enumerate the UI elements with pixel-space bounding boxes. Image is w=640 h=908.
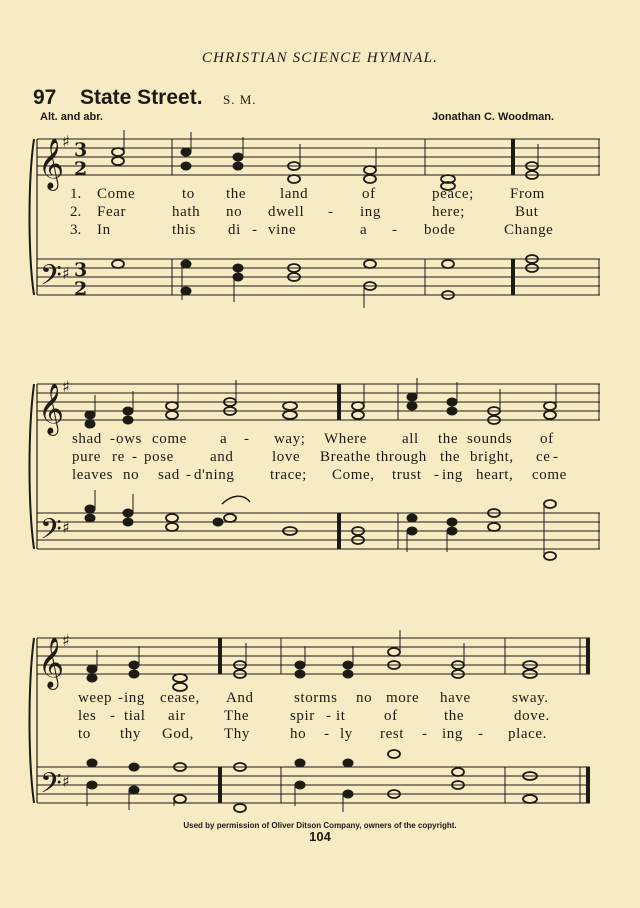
svg-text:♯: ♯	[62, 377, 70, 396]
lyric-word: God,	[162, 726, 194, 742]
lyric-word: ing	[442, 467, 463, 483]
verse-number-3: 3.	[70, 222, 82, 238]
svg-text:𝄞: 𝄞	[38, 383, 65, 434]
lyric-word: the	[440, 449, 461, 465]
lyric-word: hath	[172, 204, 201, 220]
lyric-word: -	[326, 708, 332, 724]
bass-clef-icon	[40, 767, 62, 807]
lyric-word: of	[540, 431, 554, 447]
lyric-word: ce	[536, 449, 551, 465]
lyric-word: trust	[392, 467, 422, 483]
lyric-word: -	[244, 431, 250, 447]
lyric-word: spir	[290, 708, 315, 724]
lyric-word: dwell	[268, 204, 305, 220]
copyright-credit: Used by permission of Oliver Ditson Company, owners of the copyright.	[183, 821, 457, 830]
svg-text:𝄢: 𝄢	[40, 767, 62, 807]
system-3-verse-2	[0, 708, 640, 726]
lyric-word: sounds	[467, 431, 513, 447]
lyric-word: trace;	[270, 467, 307, 483]
lyric-word: -	[392, 222, 398, 238]
lyric-word: Change	[504, 222, 554, 238]
lyric-word: and	[210, 449, 234, 465]
lyric-word: tial	[124, 708, 146, 724]
svg-text:𝄞: 𝄞	[38, 637, 65, 688]
lyric-word: way;	[274, 431, 306, 447]
lyric-word: ho	[290, 726, 307, 742]
lyric-word: -	[110, 431, 116, 447]
time-signature-top: 3	[74, 139, 88, 161]
lyric-word: di	[228, 222, 241, 238]
lyric-word: no	[226, 204, 243, 220]
lyric-word: -	[553, 449, 559, 465]
svg-text:♯: ♯	[62, 631, 70, 650]
svg-text:♯: ♯	[62, 518, 70, 537]
lyric-word: thy	[120, 726, 141, 742]
lyric-word: have	[440, 690, 471, 706]
lyric-word: -	[324, 726, 330, 742]
lyric-word: Come	[97, 186, 136, 202]
lyric-word: place.	[508, 726, 547, 742]
lyric-word: heart,	[476, 467, 514, 483]
lyric-word: -	[422, 726, 428, 742]
lyric-word: rest	[380, 726, 405, 742]
treble-staff	[37, 638, 590, 674]
verse-number-1: 1.	[70, 186, 82, 202]
lyric-word: Come,	[332, 467, 375, 483]
svg-text:♯: ♯	[62, 132, 70, 151]
lyric-word: a	[360, 222, 368, 238]
lyric-word: -	[478, 726, 484, 742]
lyric-word: come	[532, 467, 567, 483]
lyric-word: it	[336, 708, 346, 724]
lyric-word: pose	[144, 449, 174, 465]
lyric-word: From	[510, 186, 545, 202]
lyric-word: les	[78, 708, 97, 724]
lyric-word: land	[280, 186, 309, 202]
meter: S. M.	[223, 92, 257, 107]
tune-name: State Street.	[80, 86, 203, 109]
lyric-word: Where	[324, 431, 367, 447]
lyric-word: -	[252, 222, 258, 238]
hymn-number: 97	[33, 86, 57, 109]
composer: Jonathan C. Woodman.	[432, 111, 555, 123]
lyric-word: cease,	[160, 690, 200, 706]
lyric-word: to	[78, 726, 91, 742]
lyric-word: love	[272, 449, 301, 465]
lyric-word: dove.	[514, 708, 550, 724]
bass-staff	[37, 767, 590, 803]
svg-text:𝄞: 𝄞	[38, 138, 65, 189]
lyric-word: of	[384, 708, 398, 724]
lyric-word: The	[224, 708, 250, 724]
lyric-word: sway.	[512, 690, 549, 706]
lyric-word: the	[438, 431, 459, 447]
lyric-word: come	[152, 431, 187, 447]
lyric-word: ing	[442, 726, 463, 742]
lyric-word: a	[220, 431, 228, 447]
lyric-word: d'ning	[194, 467, 235, 483]
lyric-word: through	[376, 449, 427, 465]
lyric-word: ly	[340, 726, 353, 742]
time-signature-bottom-bass: 2	[74, 278, 88, 300]
lyric-word: And	[226, 690, 254, 706]
lyric-word: -	[186, 467, 192, 483]
lyric-word: bode	[424, 222, 456, 238]
lyric-word: ows	[116, 431, 142, 447]
time-signature-bottom: 2	[74, 158, 88, 180]
lyric-word: Fear	[97, 204, 127, 220]
lyric-word: -	[434, 467, 440, 483]
running-head: CHRISTIAN SCIENCE HYMNAL.	[201, 50, 439, 66]
lyric-word: storms	[294, 690, 338, 706]
lyric-word: here;	[432, 204, 465, 220]
lyric-word: the	[444, 708, 465, 724]
svg-text:♯: ♯	[62, 264, 70, 283]
verse-number-2: 2.	[70, 204, 82, 220]
treble-clef-icon	[38, 637, 64, 690]
svg-text:𝄢: 𝄢	[40, 259, 62, 299]
lyric-word: But	[515, 204, 539, 220]
lyric-word: -	[110, 708, 116, 724]
lyric-word: more	[386, 690, 420, 706]
arrangement-note: Alt. and abr.	[40, 111, 103, 123]
lyric-word: sad	[158, 467, 180, 483]
svg-text:𝄢: 𝄢	[40, 513, 62, 553]
lyric-word: pure	[72, 449, 102, 465]
lyric-word: air	[168, 708, 186, 724]
lyric-word: -	[118, 690, 124, 706]
time-signature-top-bass: 3	[74, 259, 88, 281]
page-number: 104	[309, 829, 331, 844]
lyric-word: to	[182, 186, 195, 202]
lyric-word: Thy	[224, 726, 250, 742]
lyric-word: the	[226, 186, 247, 202]
lyric-word: In	[97, 222, 111, 238]
lyric-word: Breathe	[320, 449, 371, 465]
svg-text:♯: ♯	[62, 772, 70, 791]
lyric-word: this	[172, 222, 197, 238]
lyric-word: peace;	[432, 186, 474, 202]
lyric-word: ing	[360, 204, 381, 220]
lyric-word: no	[356, 690, 373, 706]
lyric-word: weep	[78, 690, 113, 706]
lyric-word: no	[123, 467, 140, 483]
system-3-verse-3	[0, 726, 640, 744]
lyric-word: leaves	[72, 467, 114, 483]
lyric-word: bright,	[470, 449, 514, 465]
system-3-verse-1	[0, 690, 640, 708]
lyric-word: re	[112, 449, 125, 465]
lyric-word: ing	[124, 690, 145, 706]
lyric-word: -	[328, 204, 334, 220]
lyric-word: all	[402, 431, 419, 447]
lyric-word: of	[362, 186, 376, 202]
lyric-word: -	[132, 449, 138, 465]
lyric-word: vine	[268, 222, 297, 238]
lyric-word: shad	[72, 431, 102, 447]
